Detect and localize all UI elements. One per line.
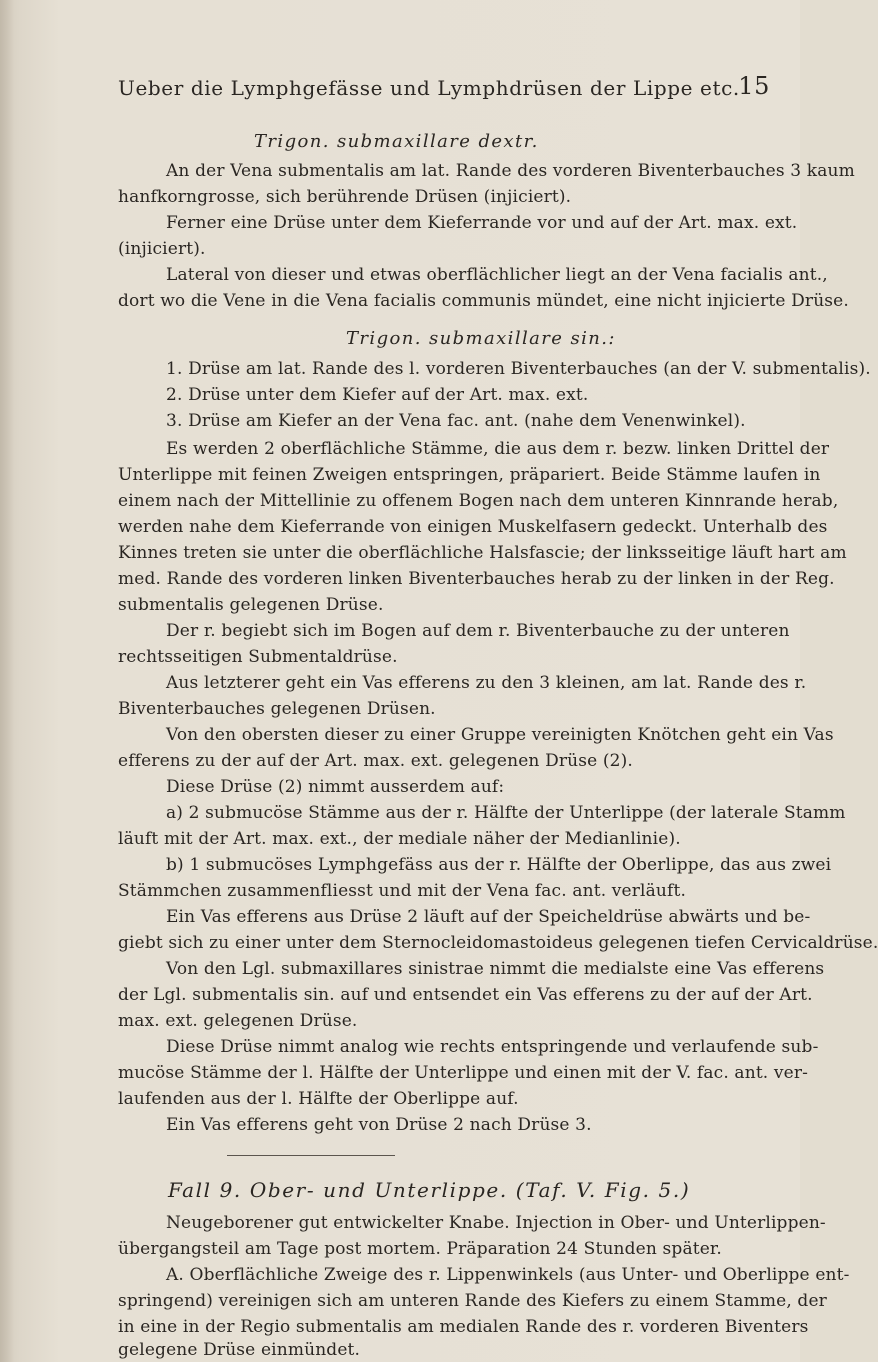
text-line: Von den obersten dieser zu einer Gruppe vereinigten Knötchen geht ein Vas xyxy=(166,725,834,745)
text-line: hanfkorngrosse, sich berührende Drüsen (injiciert). xyxy=(118,187,572,207)
list-item: 1. Drüse am lat. Rande des l. vorderen Biventerbauches (an der V. submentalis). xyxy=(166,359,871,379)
text-line: übergangsteil am Tage post mortem. Präparation 24 Stunden später. xyxy=(118,1239,722,1259)
text-line: Aus letzterer geht ein Vas efferens zu den 3 kleinen, am lat. Rande des r. xyxy=(166,673,807,693)
text-line: werden nahe dem Kieferrande von einigen Muskelfasern gedeckt. Unterhalb des xyxy=(118,517,828,537)
text-line: dort wo die Vene in die Vena facialis communis mündet, eine nicht injicierte Drüse. xyxy=(118,291,849,311)
text-line: läuft mit der Art. max. ext., der mediale näher der Medianlinie). xyxy=(118,829,681,849)
text-line: Kinnes treten sie unter die oberflächliche Halsfascie; der linksseitige läuft hart am xyxy=(118,543,847,563)
text-line: max. ext. gelegenen Drüse. xyxy=(118,1011,358,1031)
running-header xyxy=(118,72,770,106)
text-line: laufenden aus der l. Hälfte der Oberlippe auf. xyxy=(118,1089,519,1109)
page-number: 15 xyxy=(738,72,770,100)
text-line: gelegene Drüse einmündet. xyxy=(118,1340,361,1360)
text-line: einem nach der Mittellinie zu offenem Bogen nach dem unteren Kinnrande herab, xyxy=(118,491,839,511)
section-heading-right: Trigon. submaxillare dextr. xyxy=(254,131,539,152)
case-heading-text: Fall 9. Ober- und Unterlippe. (Taf. V. Fig. 5.) xyxy=(168,1178,691,1202)
text-line: b) 1 submucöses Lymphgefäss aus der r. Hälfte der Oberlippe, das aus zwei xyxy=(166,855,832,875)
text-line: a) 2 submucöse Stämme aus der r. Hälfte der Unterlippe (der laterale Stamm xyxy=(166,803,846,823)
text-line: der Lgl. submentalis sin. auf und entsendet ein Vas efferens zu der auf der Art. xyxy=(118,985,813,1005)
text-line: Unterlippe mit feinen Zweigen entspringen, präpariert. Beide Stämme laufen in xyxy=(118,465,821,485)
section-heading-left: Trigon. submaxillare sin.: xyxy=(346,328,616,349)
text-line: Von den Lgl. submaxillares sinistrae nimmt die medialste eine Vas efferens xyxy=(166,959,825,979)
text-line: in eine in der Regio submentalis am medialen Rande des r. vorderen Biventers xyxy=(118,1317,809,1337)
text-line: Biventerbauches gelegenen Drüsen. xyxy=(118,699,436,719)
text-line: mucöse Stämme der l. Hälfte der Unterlippe und einen mit der V. fac. ant. ver- xyxy=(118,1063,809,1083)
list-item: 3. Drüse am Kiefer an der Vena fac. ant. (nahe dem Venenwinkel). xyxy=(166,411,746,431)
text-line: Ein Vas efferens aus Drüse 2 läuft auf der Speicheldrüse abwärts und be- xyxy=(166,907,811,927)
text-line: submentalis gelegenen Drüse. xyxy=(118,595,384,615)
text-line: Stämmchen zusammenfliesst und mit der Vena fac. ant. verläuft. xyxy=(118,881,686,901)
text-line: med. Rande des vorderen linken Biventerbauches herab zu der linken in der Reg. xyxy=(118,569,835,589)
running-title: Ueber die Lymphgefässe und Lymphdrüsen der Lippe etc. xyxy=(118,76,740,100)
text-line: Lateral von dieser und etwas oberflächlicher liegt an der Vena facialis ant., xyxy=(166,265,828,285)
text-line: Diese Drüse nimmt analog wie rechts entspringende und verlaufende sub- xyxy=(166,1037,819,1057)
section-divider xyxy=(227,1155,395,1156)
text-line: Neugeborener gut entwickelter Knabe. Injection in Ober- und Unterlippen- xyxy=(166,1213,826,1233)
case-heading xyxy=(168,1176,690,1204)
text-line: springend) vereinigen sich am unteren Rande des Kiefers zu einem Stamme, der xyxy=(118,1291,827,1311)
text-line: Es werden 2 oberflächliche Stämme, die aus dem r. bezw. linken Drittel der xyxy=(166,439,830,459)
page-gutter-shadow xyxy=(0,0,14,1362)
text-line: Ferner eine Drüse unter dem Kieferrande vor und auf der Art. max. ext. xyxy=(166,213,798,233)
text-line: giebt sich zu einer unter dem Sternocleidomastoideus gelegenen tiefen Cervicaldrüse. xyxy=(118,933,878,953)
text-line: (injiciert). xyxy=(118,239,206,259)
text-line: Diese Drüse (2) nimmt ausserdem auf: xyxy=(166,777,505,797)
text-line: Der r. begiebt sich im Bogen auf dem r. Biventerbauche zu der unteren xyxy=(166,621,790,641)
text-line: A. Oberflächliche Zweige des r. Lippenwinkels (aus Unter- und Oberlippe ent- xyxy=(166,1265,850,1285)
text-line: efferens zu der auf der Art. max. ext. gelegenen Drüse (2). xyxy=(118,751,633,771)
text-line: An der Vena submentalis am lat. Rande des vorderen Biventerbauches 3 kaum xyxy=(166,161,855,181)
text-line: rechtsseitigen Submentaldrüse. xyxy=(118,647,398,667)
list-item: 2. Drüse unter dem Kiefer auf der Art. max. ext. xyxy=(166,385,589,405)
text-line: Ein Vas efferens geht von Drüse 2 nach Drüse 3. xyxy=(166,1115,592,1135)
